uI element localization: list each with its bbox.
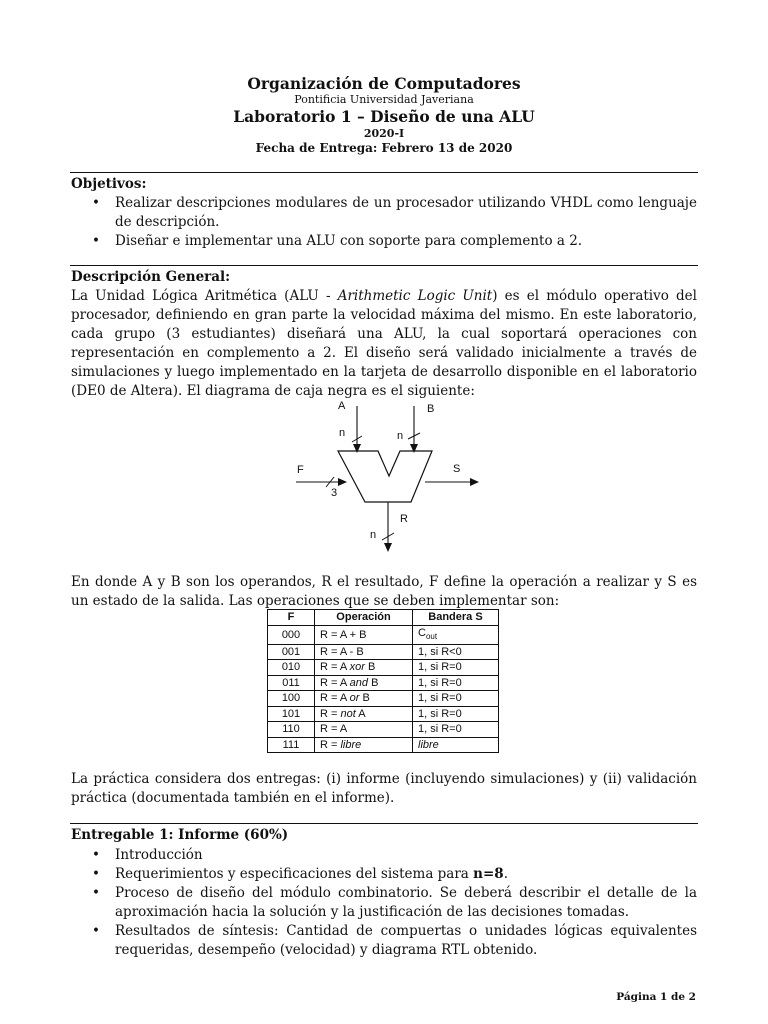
diagram-label-f: F: [297, 464, 304, 476]
list-item-bold: n=8: [473, 866, 504, 882]
table-row: [268, 722, 499, 738]
diagram-label-r: R: [400, 513, 408, 525]
flag-text: 1, si R=0: [418, 676, 462, 689]
general-description-paragraph: [71, 287, 697, 401]
operands-paragraph: En donde A y B son los operandos, R el resultado, F define la operación a realizar y S es un estado de la salida. Las operaciones que se deben implementar son:: [71, 574, 697, 609]
list-item: [90, 846, 697, 865]
deliveries-paragraph: La práctica considera dos entregas: (i) informe (incluyendo simulaciones) y (ii) validación práctica (documentada también en el informe).: [71, 771, 697, 806]
operation-text: A: [355, 707, 366, 720]
list-item: • Realizar descripciones modulares de un procesador utilizando VHDL como lenguaje de descripción.: [90, 194, 697, 232]
table-cell-flag: [413, 691, 499, 707]
table-cell-f: 101: [268, 706, 315, 722]
section-divider: [70, 823, 698, 824]
paragraph-text: ) es el módulo operativo del procesador, definiendo en gran parte la velocidad máxima del mismo. En este laboratorio, cada grupo (3 estudiantes) diseñará una ALU, la cual soportará operaciones con representación en complemento a 2. El diseño será validado inicialmente a través de simulaciones y luego implementado en la tarjeta de desarrollo disponible en el laboratorio (DE0 de Altera). El diagrama de caja negra es el siguiente:: [71, 288, 697, 399]
list-item: [90, 865, 697, 884]
table-cell-flag: [413, 660, 499, 676]
diagram-label-s: S: [453, 463, 461, 475]
list-item-text: Resultados de síntesis: Cantidad de compuertas o unidades lógicas equivalentes requeridas, desempeño (velocidad) y diagrama RTL obtenido.: [115, 923, 697, 958]
objectives-title: Objetivos:: [71, 176, 147, 192]
university-name: Pontificia Universidad Javeriana: [294, 93, 474, 106]
diagram-label-3: 3: [331, 487, 338, 499]
arrowhead-icon: [338, 478, 347, 486]
operation-text: R = A: [320, 723, 348, 736]
operation-text: R = A - B: [320, 645, 364, 658]
diagram-label-n-r: n: [370, 529, 377, 541]
operations-table: [267, 609, 499, 753]
operation-text: B: [364, 661, 376, 674]
operation-operator: or: [349, 692, 360, 705]
section-divider: [70, 265, 698, 266]
list-item-text: Requerimientos y especificaciones del sistema para: [115, 866, 474, 882]
operation-text: B: [359, 692, 370, 705]
flag-text: 1, si R<0: [418, 645, 462, 658]
term: 2020-I: [363, 127, 405, 140]
operation-text: B: [368, 676, 379, 689]
flag-text: C: [418, 626, 426, 639]
course-title: Organización de Computadores: [247, 74, 521, 93]
flag-text: 1, si R=0: [418, 661, 462, 674]
operation-text: R =: [320, 738, 341, 751]
list-item-text: Introducción: [115, 847, 203, 863]
operation-operator: libre: [340, 738, 362, 751]
lab-title: Laboratorio 1 – Diseño de una ALU: [233, 107, 535, 126]
arrowhead-icon: [470, 478, 479, 486]
operation-operator: xor: [349, 661, 365, 674]
table-cell-f: 000: [268, 625, 315, 644]
table-cell-operation: [315, 737, 413, 753]
table-cell-operation: [315, 691, 413, 707]
operation-text: R = A + B: [320, 628, 367, 641]
table-row: [268, 625, 499, 644]
arrowhead-icon: [384, 543, 392, 552]
table-cell-flag: [413, 625, 499, 644]
table-cell-operation: [315, 722, 413, 738]
list-item-text: Proceso de diseño del módulo combinatorio. Se deberá describir el detalle de la aproximación hacia la solución y la justificación de las decisiones tomadas.: [115, 885, 697, 920]
table-row: [268, 644, 499, 660]
table-cell-f: 110: [268, 722, 315, 738]
general-description-title: Descripción General:: [71, 269, 231, 285]
table-row: [268, 660, 499, 676]
diagram-label-n-a: n: [339, 427, 346, 439]
diagram-label-a: A: [338, 400, 346, 412]
flag-text: 1, si R=0: [418, 723, 462, 736]
alu-block-diagram: [290, 396, 480, 556]
column-header: F: [268, 610, 315, 626]
paragraph-text: La Unidad Lógica Aritmética (ALU -: [71, 288, 338, 304]
table-cell-operation: [315, 644, 413, 660]
table-row: [268, 691, 499, 707]
table-header-row: [268, 610, 499, 626]
page-number: Página 1 de 2: [616, 991, 696, 1003]
operation-text: R =: [320, 707, 341, 720]
due-date: Fecha de Entrega: Febrero 13 de 2020: [255, 141, 513, 155]
table-cell-flag: [413, 737, 499, 753]
table-cell-operation: [315, 625, 413, 644]
operation-operator: not: [340, 707, 356, 720]
deliverable1-title: Entregable 1: Informe (60%): [71, 827, 289, 843]
operation-text: R = A: [320, 692, 350, 705]
table-cell-operation: [315, 675, 413, 691]
table-row: [268, 737, 499, 753]
objectives-list: [90, 194, 697, 251]
table-cell-flag: [413, 706, 499, 722]
column-header: Operación: [315, 610, 413, 626]
table-cell-f: 111: [268, 737, 315, 753]
deliverable1-list: [90, 846, 697, 960]
flag-text: 1, si R=0: [418, 692, 462, 705]
list-item: [90, 884, 697, 922]
table-cell-f: 001: [268, 644, 315, 660]
table-row: [268, 675, 499, 691]
table-cell-flag: [413, 675, 499, 691]
list-item: • Diseñar e implementar una ALU con soporte para complemento a 2.: [90, 232, 697, 251]
flag-subscript: out: [425, 631, 438, 641]
list-item: [90, 922, 697, 960]
diagram-label-b: B: [427, 403, 435, 415]
table-cell-operation: [315, 660, 413, 676]
diagram-label-n-b: n: [397, 430, 404, 442]
operation-text: R = A: [320, 661, 350, 674]
table-cell-flag: [413, 722, 499, 738]
flag-text: 1, si R=0: [418, 707, 462, 720]
operations-table-body: [268, 625, 499, 753]
section-divider: [70, 172, 698, 173]
table-cell-flag: [413, 644, 499, 660]
arrowhead-icon: [410, 444, 418, 453]
flag-text: libre: [418, 738, 439, 751]
table-cell-f: 100: [268, 691, 315, 707]
table-cell-f: 011: [268, 675, 315, 691]
paragraph-emphasis: Arithmetic Logic Unit: [337, 288, 493, 304]
arrowhead-icon: [353, 444, 361, 453]
operation-operator: and: [349, 676, 369, 689]
operation-text: R = A: [320, 676, 350, 689]
column-header: Bandera S: [413, 610, 499, 626]
list-item-text: .: [503, 866, 508, 882]
table-cell-f: 010: [268, 660, 315, 676]
table-cell-operation: [315, 706, 413, 722]
table-row: [268, 706, 499, 722]
alu-body-shape: [338, 451, 432, 502]
